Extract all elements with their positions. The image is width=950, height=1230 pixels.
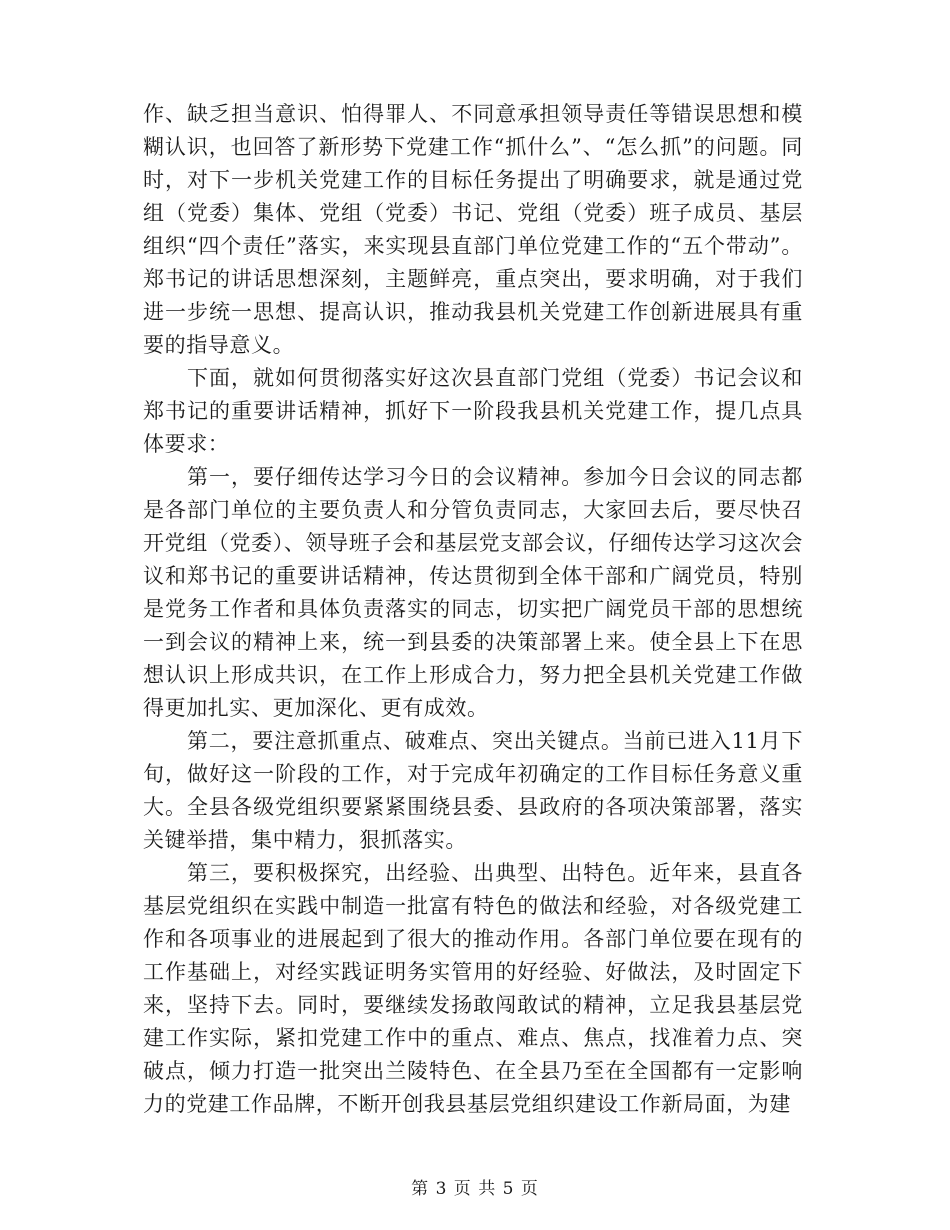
paragraph-intro-requirements: 下面，就如何贯彻落实好这次县直部门党组（党委）书记会议和郑书记的重要讲话精神，抓好下一阶段我县机关党建工作，提几点具体要求： [143,366,803,456]
paragraph-continuation: 作、缺乏担当意识、怕得罪人、不同意承担领导责任等错误思想和模糊认识，也回答了新形势下党建工作“抓什么”、“怎么抓”的问题。同时，对下一步机关党建工作的目标任务提出了明确要求，就是通过党组（党委）集体、党组（党委）书记、党组（党委）班子成员、基层组织“四个责任”落实，来实现县直部门单位党建工作的“五个带动”。郑书记的讲话思想深刻，主题鲜亮，重点突出，要求明确，对于我们进一步统一思想、提高认识，推动我县机关党建工作创新进展具有重要的指导意义。 [143,102,803,357]
paragraph-point-two: 第二，要注意抓重点、破难点、突出关键点。当前已进入11月下旬，做好这一阶段的工作，对于完成年初确定的工作目标任务意义重大。全县各级党组织要紧紧围绕县委、县政府的各项决策部署，落实关键举措，集中精力，狠抓落实。 [143,729,803,852]
page-number-footer: 第 3 页 共 5 页 [411,1179,539,1199]
paragraph-point-one: 第一，要仔细传达学习今日的会议精神。参加今日会议的同志都是各部门单位的主要负责人和分管负责同志，大家回去后，要尽快召开党组（党委）、领导班子会和基层党支部会议，仔细传达学习这次会议和郑书记的重要讲话精神，传达贯彻到全体干部和广阔党员，特别是党务工作者和具体负责落实的同志，切实把广阔党员干部的思想统一到会议的精神上来，统一到县委的决策部署上来。使全县上下在思想认识上形成共识，在工作上形成合力，努力把全县机关党建工作做得更加扎实、更加深化、更有成效。 [143,465,803,720]
document-body [143,98,803,1121]
paragraph-point-three: 第三，要积极探究，出经验、出典型、出特色。近年来，县直各基层党组织在实践中制造一批富有特色的做法和经验，对各级党建工作和各项事业的进展起到了很大的推动作用。各部门单位要在现有的工作基础上，对经实践证明务实管用的好经验、好做法，及时固定下来，坚持下去。同时，要继续发扬敢闯敢试的精神，立足我县基层党建工作实际，紧扣党建工作中的重点、难点、焦点，找准着力点、突破点，倾力打造一批突出兰陵特色、在全县乃至在全国都有一定影响力的党建工作品牌，不断开创我县基层党组织建设工作新局面，为建 [143,861,803,1116]
